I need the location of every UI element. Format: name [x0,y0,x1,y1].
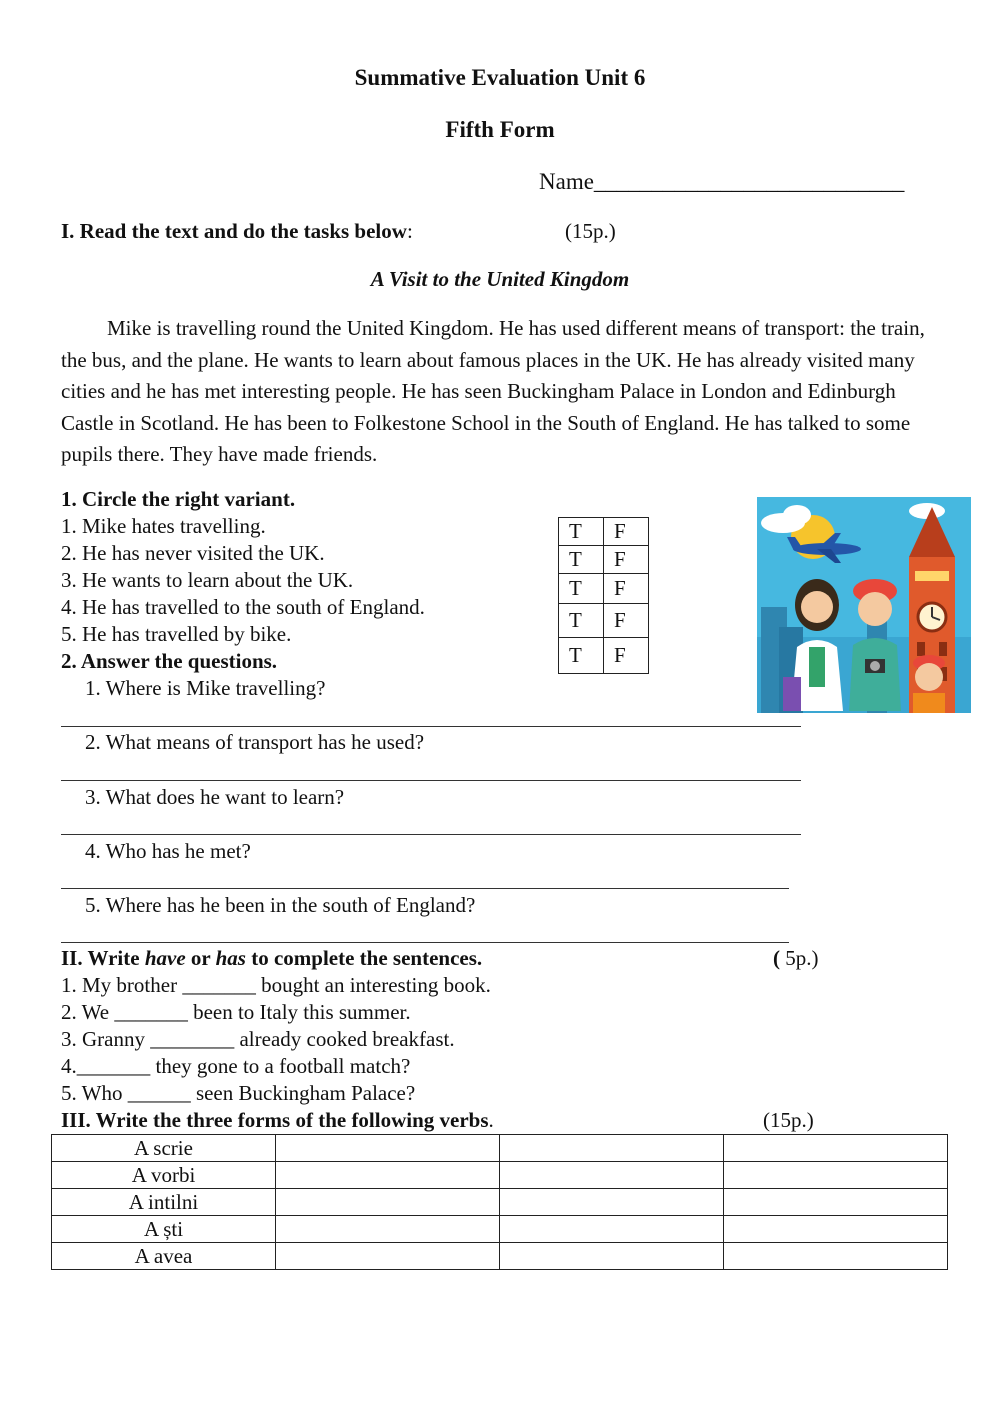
story-title: A Visit to the United Kingdom [370,267,630,291]
question: 3. What does he want to learn? [85,785,345,809]
section-1-heading [61,221,413,242]
table-row [52,1216,948,1243]
section-2-heading-a: II. Write [61,946,145,970]
false-option[interactable]: F [604,546,649,574]
task-1-item: 2. He has never visited the UK. [61,541,325,565]
task-1-item: 3. He wants to learn about the UK. [61,568,354,592]
question: 5. Where has he been in the south of England? [85,893,476,917]
form-cell[interactable] [500,1162,724,1189]
section-2-points-paren: ( [773,946,780,970]
false-option[interactable]: F [604,574,649,604]
form-subtitle: Fifth Form [445,117,555,142]
answer-line[interactable] [61,888,789,889]
form-cell[interactable] [724,1162,948,1189]
false-option[interactable]: F [604,604,649,638]
form-cell[interactable] [500,1189,724,1216]
verb-cell: A scrie [52,1135,276,1162]
sentence: 3. Granny ________ already cooked breakfast. [61,1027,455,1051]
section-2-points-text: 5p.) [780,946,819,970]
false-option[interactable]: F [604,518,649,546]
false-option[interactable]: F [604,638,649,674]
section-1-points: (15p.) [565,219,616,243]
verb-cell: A ști [52,1216,276,1243]
form-cell[interactable] [500,1135,724,1162]
task-1-heading: 1. Circle the right variant. [61,487,296,511]
travel-illustration [757,497,971,713]
table-row [52,1189,948,1216]
form-cell[interactable] [276,1216,500,1243]
task-1-item: 4. He has travelled to the south of England. [61,595,425,619]
page-title: Summative Evaluation Unit 6 [354,65,646,90]
answer-line[interactable] [61,726,801,727]
question: 4. Who has he met? [85,839,251,863]
form-cell[interactable] [276,1243,500,1270]
verb-forms-table [51,1134,948,1270]
table-row [52,1135,948,1162]
form-cell[interactable] [724,1135,948,1162]
answer-line[interactable] [61,780,801,781]
section-3-points: (15p.) [763,1108,814,1132]
form-cell[interactable] [276,1189,500,1216]
section-2-heading-or: or [185,946,216,970]
story-text: Mike is travelling round the United Kingdom. He has used different means of transport: the train, the bus, and the plane. He wants to learn about famous places in the UK. He has already visited many cities and he has met interesting people. He has seen Buckingham Palace in London and Edinburgh Castle in Scotland. He has been to Folkestone School in the South of England. He has talked to some pupils there. They have made friends. [61,316,925,466]
traveler-boy-icon [913,655,945,713]
answer-line[interactable] [61,942,789,943]
form-cell[interactable] [500,1216,724,1243]
section-2-heading [61,948,482,969]
word-has: has [215,946,246,970]
table-row [52,1243,948,1270]
form-cell[interactable] [500,1243,724,1270]
section-3-heading [61,1110,494,1131]
sentence: 4._______ they gone to a football match? [61,1054,411,1078]
form-cell[interactable] [724,1216,948,1243]
section-1-heading-text: I. Read the text and do the tasks below [61,219,407,243]
form-cell[interactable] [724,1243,948,1270]
true-option[interactable]: T [559,546,604,574]
sentence: 1. My brother _______ bought an interesting book. [61,973,491,997]
table-row [52,1162,948,1189]
section-3-heading-dot: . [488,1108,494,1132]
true-option[interactable]: T [559,574,604,604]
form-cell[interactable] [276,1135,500,1162]
answer-line[interactable] [61,834,801,835]
question: 2. What means of transport has he used? [85,730,425,754]
section-3-heading-text: III. Write the three forms of the following verbs [61,1108,489,1132]
section-2-heading-b: to complete the sentences. [245,946,483,970]
section-2-points [773,948,819,969]
task-2-heading: 2. Answer the questions. [61,649,278,673]
section-1-heading-colon: : [406,219,413,243]
word-have: have [144,946,186,970]
sentence: 5. Who ______ seen Buckingham Palace? [61,1081,416,1105]
task-1-item: 5. He has travelled by bike. [61,622,292,646]
form-cell[interactable] [724,1189,948,1216]
name-field[interactable]: Name___________________________ [539,169,905,194]
question: 1. Where is Mike travelling? [85,676,326,700]
true-option[interactable]: T [559,518,604,546]
verb-cell: A avea [52,1243,276,1270]
task-1-item: 1. Mike hates travelling. [61,514,266,538]
verb-cell: A intilni [52,1189,276,1216]
true-false-table [558,517,649,674]
verb-cell: A vorbi [52,1162,276,1189]
true-option[interactable]: T [559,604,604,638]
true-option[interactable]: T [559,638,604,674]
form-cell[interactable] [276,1162,500,1189]
sentence: 2. We _______ been to Italy this summer. [61,1000,411,1024]
